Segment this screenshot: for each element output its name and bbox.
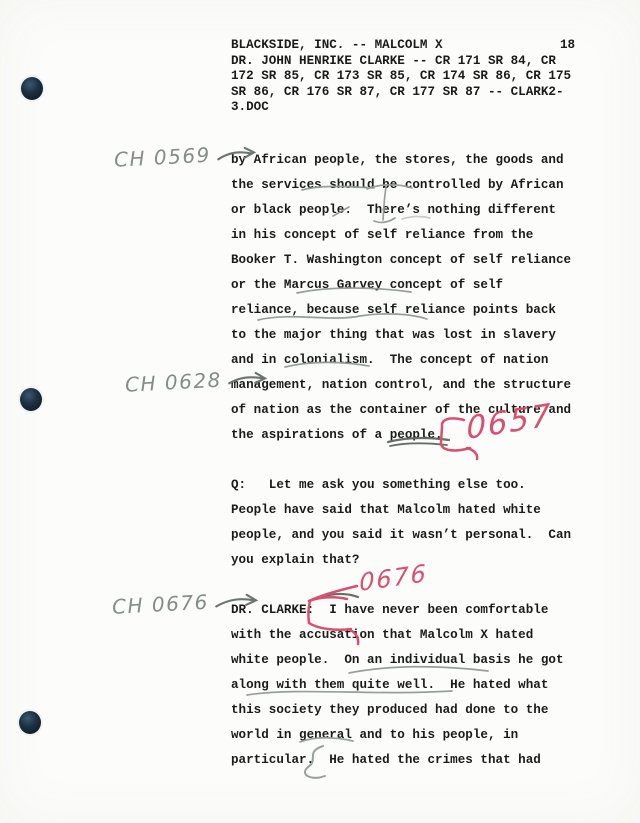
header-line: 172 SR 85, CR 173 SR 85, CR 174 SR 86, CR 175 (231, 69, 572, 84)
arrow-right-icon (226, 367, 269, 391)
transcript-line: with the accusation that Malcolm X hated (231, 628, 534, 642)
margin-note-label: CH 0628 (124, 367, 223, 397)
header-line: BLACKSIDE, INC. -- MALCOLM X (231, 38, 443, 52)
hole-punch (21, 77, 43, 100)
transcript-line: along with them quite well. He hated what (231, 678, 549, 692)
header-line: 3.DOC (231, 100, 269, 115)
red-timecode-0676: 0676 (359, 559, 428, 597)
transcript-line: by African people, the stores, the goods and (231, 153, 564, 167)
transcript-line: you explain that? (231, 553, 360, 567)
pencil-bracket-i-top (321, 594, 358, 597)
transcript-line: white people. On an individual basis he got (231, 653, 564, 667)
transcript-line: management, nation control, and the structure (231, 378, 572, 392)
transcript-line: reliance, because self reliance points back (231, 303, 556, 317)
transcript-line: to the major thing that was lost in slavery (231, 328, 556, 342)
transcript-line: Booker T. Washington concept of self reliance (231, 253, 572, 267)
transcript-line: or the Marcus Garvey concept of self (231, 278, 504, 292)
margin-note-label: CH 0569 (113, 142, 212, 172)
transcript-line: or black people. There’s nothing different (231, 203, 556, 217)
hole-punch (20, 388, 42, 411)
transcript-line: this society they produced had done to the (231, 703, 549, 717)
transcript-line: particular. He hated the crimes that had (231, 753, 541, 767)
transcript-line: of nation as the container of the culture and (231, 403, 572, 417)
red-timecode-0657: 0657 (466, 397, 553, 447)
transcript-line: in his concept of self reliance from the (231, 228, 534, 242)
transcript-line: and in colonialism. The concept of nation (231, 353, 549, 367)
transcript-line: DR. CLARKE: I have never been comfortable (231, 603, 549, 617)
arrow-right-icon (215, 142, 258, 166)
transcript-line: world in general and to his people, in (231, 728, 519, 742)
transcript-line: people, and you said it wasn’t personal. Can (231, 528, 572, 542)
transcript-line: People have said that Malcolm hated white (231, 503, 541, 517)
hole-punch (19, 711, 41, 734)
document-header (231, 38, 571, 116)
paragraph-question (231, 473, 571, 573)
transcript-line: Q: Let me ask you something else too. (231, 478, 526, 492)
transcript-line: the aspirations of a people. (231, 428, 443, 442)
margin-note-label: CH 0676 (111, 589, 210, 619)
red-bracket-0657-tail (467, 448, 477, 459)
header-line: DR. JOHN HENRIKE CLARKE -- CR 171 SR 84, CR (231, 53, 556, 68)
header-line: SR 86, CR 176 SR 87, CR 177 SR 87 -- CLARK2- (231, 84, 564, 99)
transcript-line: the services should be controlled by African (231, 178, 564, 192)
paragraph-answer-2 (231, 598, 564, 773)
arrow-right-icon (213, 589, 260, 613)
page-number: 18 (560, 38, 576, 52)
